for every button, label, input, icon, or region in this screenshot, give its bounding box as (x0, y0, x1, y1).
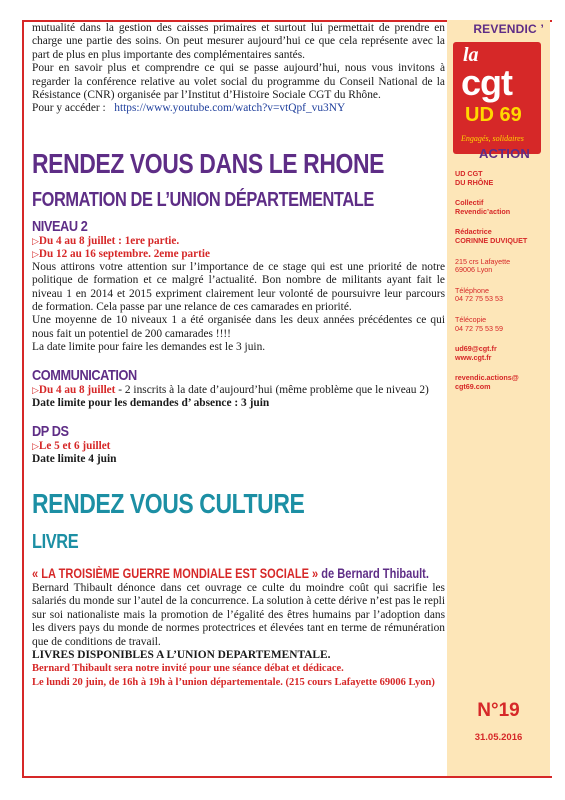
logo-ud69: UD 69 (465, 104, 522, 126)
event-details: Le lundi 20 juin, de 16h à 19h à l’union départementale. (215 cours Lafayette 69006 Lyon) (32, 676, 435, 688)
bullet-niveau-2 (32, 248, 445, 261)
org-line-2: DU RHÔNE (455, 177, 494, 187)
bullet-rest-text: - 2 inscrits à la date d’aujourd’hui (même problème que le niveau 2) (115, 383, 429, 396)
book-description: Bernard Thibault dénonce dans cet ouvrage ce culte du moindre coût qui sacrifie les salariés du monde sur l’autel de la concurrence. La solution à cette dérive n’est pas le repli sur soi nationaliste mais la promotion de l’égalité des êtres humains par l’adoption dans les divers pays du monde de normes protectrices et élevées tant en terme de rémunération que de conditions de travail. (32, 581, 445, 648)
redactrice-name: CORINNE DUVIQUET (455, 235, 528, 245)
fax-label: Télécopie (455, 314, 487, 324)
issue-date: 31.05.2016 (474, 732, 523, 743)
bullet-niveau-1 (32, 235, 445, 248)
bullet-text: Le 5 et 6 juillet (38, 439, 111, 452)
section-subtitle-formation: FORMATION DE L’UNION DÉPARTEMENTALE (32, 188, 374, 211)
link-label: Pour y accéder : (32, 102, 106, 115)
collectif-line-1: Collectif (455, 198, 484, 208)
intro-paragraph-3 (32, 102, 445, 115)
main-column (32, 22, 445, 689)
website-link[interactable]: www.cgt.fr (455, 352, 492, 362)
book-title-text: « LA TROISIÈME GUERRE MONDIALE EST SOCIALE » (32, 565, 319, 581)
book-author: de Bernard Thibault. (318, 565, 429, 581)
books-available: LIVRES DISPONIBLES A L’UNION DEPARTEMENTALE. (32, 648, 331, 661)
heading-communication: COMMUNICATION (32, 366, 137, 384)
phone-number: 04 72 75 53 53 (455, 294, 503, 304)
revendic-label: REVENDIC ’ (473, 22, 544, 36)
guest-announcement: Bernard Thibault sera notre invité pour une séance débat et dédicace. (32, 663, 344, 675)
communication-bullet (32, 384, 445, 397)
book-title (32, 565, 429, 582)
org-line-1: UD CGT (455, 169, 483, 178)
cgt-logo (453, 42, 541, 154)
dpds-deadline: Date limite 4 juin (32, 452, 117, 465)
phone-label: Téléphone (455, 285, 489, 295)
heading-niveau-2: NIVEAU 2 (32, 217, 88, 235)
action-label: ACTION (478, 146, 530, 161)
section-title-rhone: RENDEZ VOUS DANS LE RHONE (32, 147, 385, 179)
contact-block (455, 170, 547, 392)
email-revendic-1[interactable]: revendic.actions@ (455, 373, 519, 383)
triangle-icon: ▷ (32, 440, 39, 451)
niveau-text-1: Nous attirons votre attention sur l’importance de ce stage qui est une priorité de notre politique de formation et ce malgré l’actualité. Bon nombre de militants ayant fait le niveau 1 en 2014 et 2015 expriment clairement leur volonté de poursuivre leur parcours de formation. Cela passe par une relance de ces camarades en priorité. (32, 260, 445, 314)
triangle-icon: ▷ (32, 248, 39, 259)
logo-tagline: Engagés, solidaires (461, 134, 524, 143)
niveau-text-3: La date limite pour faire les demandes est le 3 juin. (32, 341, 266, 354)
email-ud69[interactable]: ud69@cgt.fr (455, 344, 497, 354)
address-line-2: 69006 Lyon (455, 265, 493, 275)
dpds-bullet (32, 440, 445, 453)
bullet-text: Du 4 au 8 juillet : 1ere partie. (38, 234, 180, 247)
section-title-culture: RENDEZ VOUS CULTURE (32, 487, 305, 519)
logo-cgt: cgt (461, 62, 512, 103)
fax-number: 04 72 75 53 59 (455, 323, 503, 333)
redactrice-label: Rédactrice (455, 227, 492, 237)
bullet-text: Du 4 au 8 juillet (38, 383, 116, 396)
section-subtitle-livre: LIVRE (32, 530, 79, 553)
logo-la: la (463, 44, 479, 66)
collectif-line-2: Revendic’action (455, 206, 511, 216)
communication-deadline: Date limite pour les demandes d’ absence : 3 juin (32, 397, 270, 410)
triangle-icon: ▷ (32, 384, 39, 395)
issue-number: N°19 (477, 700, 520, 721)
triangle-icon: ▷ (32, 235, 39, 246)
address-line-1: 215 crs Lafayette (455, 256, 511, 266)
sidebar (447, 20, 550, 776)
email-revendic-2[interactable]: cgt69.com (455, 381, 491, 391)
intro-paragraph-2: Pour en savoir plus et comprendre ce qui se passe aujourd’hui, nous vous invitons à regarder la conférence relative au volet social du programme du Conseil National de la Résistance (CNR) organisée par l’Institut d’Histoire Sociale CGT du Rhône. (32, 62, 445, 102)
niveau-text-2: Une moyenne de 10 niveaux 1 a été organisée dans les deux années précédentes ce qui nous fait un potentiel de 200 camarades !!!! (32, 314, 445, 340)
intro-paragraph-1: mutualité dans la gestion des caisses primaires et surtout lui permettait de prendre en charge une partie des soins. On peut mesurer aujourd’hui ce que cela représente avec la part de plus en plus importante des complémentaires santés. (32, 22, 445, 61)
youtube-link[interactable]: https://www.youtube.com/watch?v=vtQpf_vu3NY (114, 102, 346, 115)
bullet-text: Du 12 au 16 septembre. 2eme partie (38, 247, 210, 260)
heading-dp-ds: DP DS (32, 422, 69, 440)
